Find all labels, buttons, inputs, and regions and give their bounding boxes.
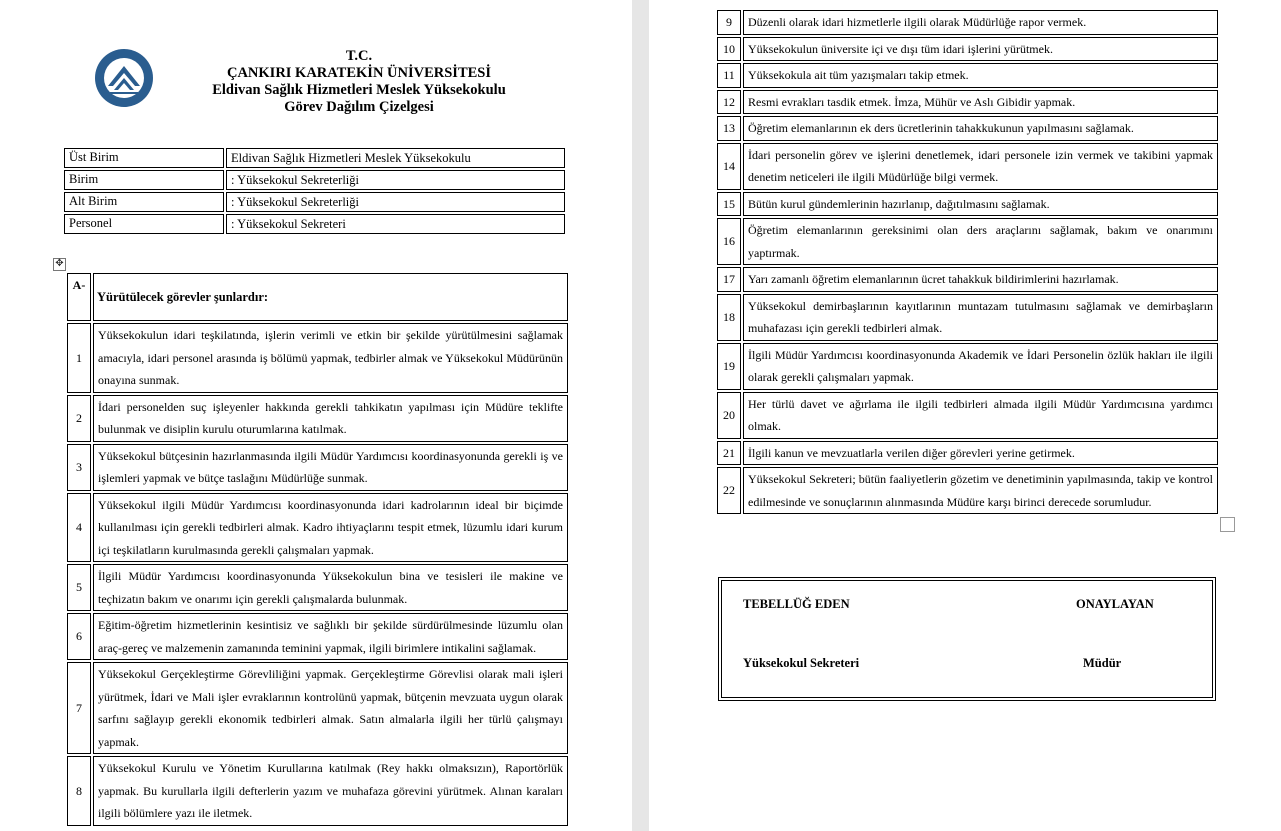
heading-line-3: Eldivan Sağlık Hizmetleri Meslek Yüksekokulu	[212, 82, 506, 98]
task-number: 5	[67, 564, 91, 611]
task-number: 1	[67, 323, 91, 393]
task-text: Yüksekokulun üniversite içi ve dışı tüm idari işlerini yürütmek.	[743, 37, 1218, 62]
section-label: A-	[67, 273, 91, 321]
task-row	[717, 63, 1218, 88]
signature-box-inner	[721, 580, 1213, 698]
task-number: 11	[717, 63, 741, 88]
table-resize-handle[interactable]	[1220, 517, 1235, 532]
tebellug-eden-label: TEBELLÜĞ EDEN	[743, 597, 850, 611]
task-row	[67, 613, 568, 660]
task-row	[717, 37, 1218, 62]
task-text: Yüksekokula ait tüm yazışmaları takip etmek.	[743, 63, 1218, 88]
task-table-continued	[715, 8, 1220, 516]
heading-line-2: ÇANKIRI KARATEKİN ÜNİVERSİTESİ	[226, 65, 491, 81]
task-number: 2	[67, 395, 91, 442]
task-number: 14	[717, 143, 741, 190]
task-number: 21	[717, 441, 741, 466]
task-number: 3	[67, 444, 91, 491]
task-text: Yarı zamanlı öğretim elemanlarının ücret tahakkuk bildirimlerini hazırlamak.	[743, 267, 1218, 292]
info-key: Alt Birim	[64, 192, 224, 212]
page-gap	[632, 0, 649, 831]
task-text: İdari personelden suç işleyenler hakkında gerekli tahkikatın yapılması için Müdüre teklifte bulunmak ve disiplin kurulu oturumlarına katılmak.	[93, 395, 568, 442]
task-row	[67, 395, 568, 442]
task-row	[717, 294, 1218, 341]
task-text: İdari personelin görev ve işlerini denetlemek, idari personele izin vermek ve takibini yapmak denetim neticeleri ile ilgili Müdürlüğe bilgi vermek.	[743, 143, 1218, 190]
task-row	[717, 192, 1218, 217]
task-text: Düzenli olarak idari hizmetlerle ilgili olarak Müdürlüğe rapor vermek.	[743, 10, 1218, 35]
task-text: İlgili kanun ve mevzuatlarla verilen diğer görevleri yerine getirmek.	[743, 441, 1218, 466]
task-number: 15	[717, 192, 741, 217]
task-number: 18	[717, 294, 741, 341]
task-number: 9	[717, 10, 741, 35]
task-text: Bütün kurul gündemlerinin hazırlanıp, dağıtılmasını sağlamak.	[743, 192, 1218, 217]
task-number: 20	[717, 392, 741, 439]
task-text: Yüksekokul Sekreteri; bütün faaliyetlerin gözetim ve denetiminin yapılmasında, takip ve kontrol edilmesinde ve sonuçlarının alınmasında Müdüre karşı birinci derecede sorumludur.	[743, 467, 1218, 514]
info-value: : Yüksekokul Sekreterliği	[226, 170, 565, 190]
task-text: Yüksekokul demirbaşlarının kayıtlarının muntazam tutulmasını sağlamak ve demirbaşların muhafazası için gerekli tedbirleri almak.	[743, 294, 1218, 341]
task-number: 17	[717, 267, 741, 292]
info-row	[64, 214, 565, 234]
info-key: Üst Birim	[64, 148, 224, 168]
info-value: : Yüksekokul Sekreterliği	[226, 192, 565, 212]
task-table-header	[67, 273, 568, 321]
task-row	[717, 343, 1218, 390]
info-row	[64, 148, 565, 168]
task-number: 16	[717, 218, 741, 265]
task-row	[717, 116, 1218, 141]
task-text: İlgili Müdür Yardımcısı koordinasyonunda Yüksekokulun bina ve tesisleri ile makine ve teçhizatın bakım ve onarımı için gerekli çalışmalarda bulunmak.	[93, 564, 568, 611]
task-text: Öğretim elemanlarının ek ders ücretlerinin tahakkukunun yapılmasını sağlamak.	[743, 116, 1218, 141]
task-row	[67, 493, 568, 563]
task-number: 4	[67, 493, 91, 563]
task-row	[67, 756, 568, 826]
task-row	[717, 441, 1218, 466]
info-value: : Yüksekokul Sekreteri	[226, 214, 565, 234]
task-number: 6	[67, 613, 91, 660]
info-value: Eldivan Sağlık Hizmetleri Meslek Yüksekokulu	[226, 148, 565, 168]
task-number: 12	[717, 90, 741, 115]
task-text: İlgili Müdür Yardımcısı koordinasyonunda Akademik ve İdari Personelin özlük hakları ile ilgili olarak gerekli çalışmaları yapmak.	[743, 343, 1218, 390]
right-signer-role: Müdür	[1083, 656, 1122, 670]
task-row	[717, 10, 1218, 35]
info-row	[64, 192, 565, 212]
task-row	[67, 662, 568, 754]
task-text: Eğitim-öğretim hizmetlerinin kesintisiz ve sağlıklı bir şekilde sürdürülmesinde lüzumlu olan araç-gereç ve malzemenin zamanında teminini yapmak, ilgili birimlere intikalini sağlamak.	[93, 613, 568, 660]
table-move-handle-icon[interactable]: ✥	[53, 258, 66, 271]
section-title: Yürütülecek görevler şunlardır:	[93, 273, 568, 321]
task-text: Öğretim elemanlarının gereksinimi olan ders araçlarını sağlamak, bakım ve onarımını yaptırmak.	[743, 218, 1218, 265]
document-page-right	[649, 0, 1281, 831]
task-text: Yüksekokul Kurulu ve Yönetim Kurullarına katılmak (Rey hakkı olmaksızın), Raportörlük yapmak. Bu kurullarla ilgili defterlerin yazım ve muhafaza görevini yürütmek. Alınan karaları ilgili bölümlere yazı ile iletmek.	[93, 756, 568, 826]
task-number: 22	[717, 467, 741, 514]
task-row	[717, 90, 1218, 115]
task-text: Resmi evrakları tasdik etmek. İmza, Mühür ve Aslı Gibidir yapmak.	[743, 90, 1218, 115]
task-row	[67, 323, 568, 393]
task-text: Yüksekokulun idari teşkilatında, işlerin verimli ve etkin bir şekilde yürütülmesini sağlamak amacıyla, idari personel arasında iş bölümü yapmak, tedbirler almak ve Yüksekokul Müdürünün onayına sunmak.	[93, 323, 568, 393]
signature-box	[718, 577, 1216, 701]
task-row	[717, 143, 1218, 190]
task-table	[65, 271, 570, 828]
task-text: Yüksekokul bütçesinin hazırlanmasında ilgili Müdür Yardımcısı koordinasyonunda gerekli iş ve işlemleri yapmak ve bütçe taslağını Müdürlüğe sunmak.	[93, 444, 568, 491]
document-heading	[190, 48, 528, 116]
task-row	[717, 267, 1218, 292]
task-number: 13	[717, 116, 741, 141]
task-number: 19	[717, 343, 741, 390]
task-row	[717, 467, 1218, 514]
task-row	[67, 444, 568, 491]
task-text: Yüksekokul ilgili Müdür Yardımcısı koordinasyonunda idari kadrolarının ideal bir biçimde kullanılması için gerekli tedbirleri almak. Kadro ihtiyaçlarını tespit etmek, lüzumlu idari kurum içi teşkilatların kurulmasında gerekli çalışmaları yapmak.	[93, 493, 568, 563]
task-text: Yüksekokul Gerçekleştirme Görevliliğini yapmak. Gerçekleştirme Görevlisi olarak mali işleri yürütmek, İdari ve Mali işler evraklarının kontrolünü yapmak, bütçenin mevzuata uygun olarak sarfını sağlayıp gerekli ekonomik tedbirleri almak. Satın almalarla ilgili her türlü çalışmayı yapmak.	[93, 662, 568, 754]
task-row	[717, 392, 1218, 439]
left-signer-role: Yüksekokul Sekreteri	[743, 656, 860, 670]
document-page-left	[0, 0, 632, 831]
task-text: Her türlü davet ve ağırlama ile ilgili tedbirleri almada ilgili Müdür Yardımcısına yardımcı olmak.	[743, 392, 1218, 439]
info-row	[64, 170, 565, 190]
unit-info-table	[62, 146, 567, 236]
task-number: 8	[67, 756, 91, 826]
info-key: Birim	[64, 170, 224, 190]
task-row	[717, 218, 1218, 265]
task-number: 10	[717, 37, 741, 62]
task-number: 7	[67, 662, 91, 754]
heading-line-1: T.C.	[345, 48, 373, 64]
onaylayan-label: ONAYLAYAN	[1076, 597, 1154, 611]
university-logo	[94, 48, 154, 108]
task-row	[67, 564, 568, 611]
heading-line-4: Görev Dağılım Çizelgesi	[284, 99, 434, 115]
info-key: Personel	[64, 214, 224, 234]
